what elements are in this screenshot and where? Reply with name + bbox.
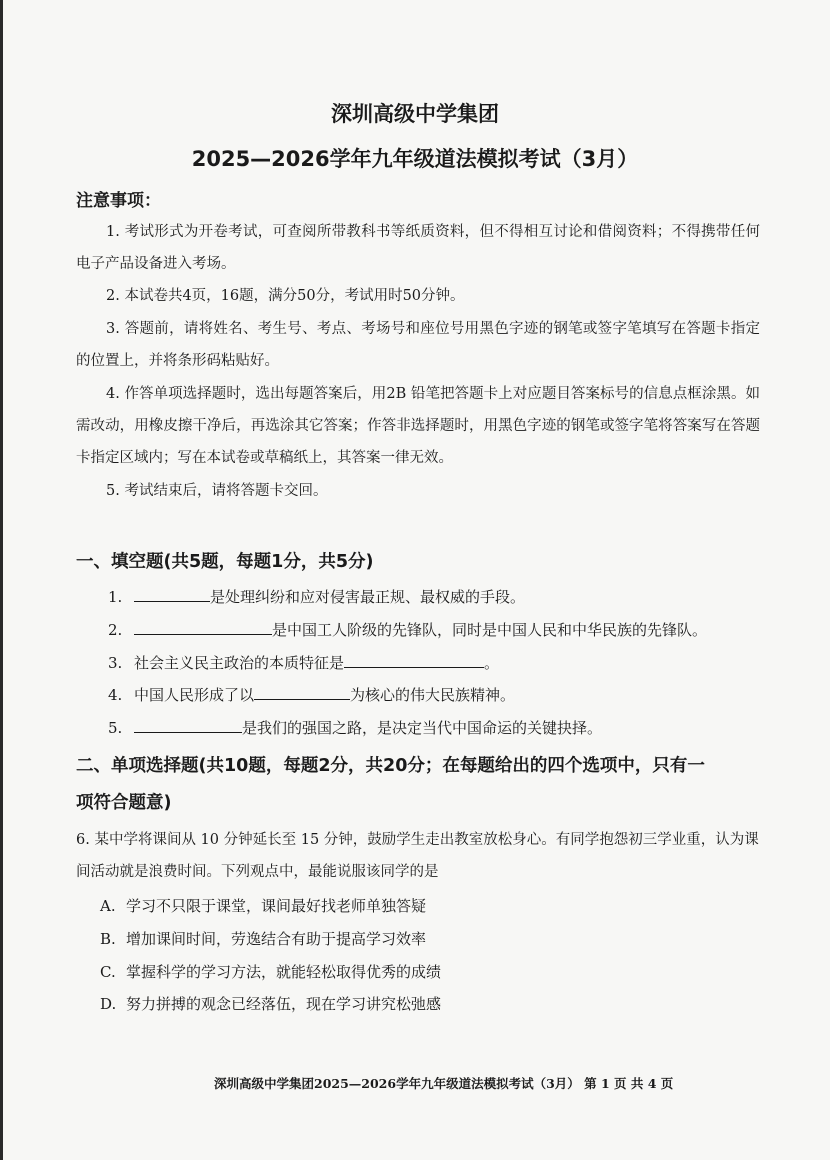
section2-heading-line2: 项符合题意) [76,793,172,813]
question-text-pre: 社会主义民主政治的本质特征是 [134,654,345,672]
question-text-post: 为核心的伟大民族精神。 [350,686,516,704]
answer-blank[interactable] [344,653,484,668]
answer-blank[interactable] [134,587,210,602]
notice-heading: 注意事项： [76,191,161,211]
question-number: 4. [108,686,123,704]
notice-item-1 [76,216,760,280]
notice-item-5 [76,475,760,507]
fill-question-4 [108,684,515,705]
question-number: 2. [108,621,123,639]
question-number: 1. [108,588,123,606]
exam-title: 2025—2026学年九年级道法模拟考试（3月） [191,147,639,171]
question-text-post: 是我们的强国之路，是决定当代中国命运的关键抉择。 [242,719,603,737]
option-text: 学习不只限于课堂，课间最好找老师单独答疑 [126,897,427,915]
notice-text: 5. 考试结束后，请将答题卡交回。 [106,483,328,499]
option-label: A. [100,897,116,915]
notice-text: 4. 作答单项选择题时，选出每题答案后，用2B 铅笔把答题卡上对应题目答案标号的信息点框涂黑。如需改动，用橡皮擦干净后，再选涂其它答案；作答非选择题时，用黑色字迹的钢笔或签字笔将答案写在答题卡指定区域内；写在本试卷或草稿纸上，其答案一律无效。 [76,386,760,466]
option-b[interactable] [100,928,426,949]
option-label: D. [100,995,117,1013]
notice-item-3 [76,313,760,377]
school-title: 深圳高级中学集团 [331,102,499,126]
page-left-edge [0,0,3,1160]
question-text-pre: 中国人民形成了以 [134,686,255,704]
answer-blank[interactable] [254,685,350,700]
notice-item-4 [76,378,760,474]
fill-question-2 [108,619,707,640]
question-number: 5. [108,719,123,737]
option-c[interactable] [100,961,441,982]
section1-heading: 一、填空题(共5题，每题1分，共5分) [76,552,374,572]
fill-question-3 [108,652,499,673]
question-text-post: 是处理纠纷和应对侵害最正规、最权威的手段。 [210,588,526,606]
section2-heading-line1: 二、单项选择题(共10题，每题2分，共20分；在每题给出的四个选项中，只有一 [76,756,705,776]
notice-text: 1. 考试形式为开卷考试，可查阅所带教科书等纸质资料，但不得相互讨论和借阅资料；不得携带任何电子产品设备进入考场。 [76,224,760,272]
fill-question-1 [108,586,525,607]
answer-blank[interactable] [134,718,242,733]
question-text-post: 是中国工人阶级的先锋队，同时是中国人民和中华民族的先锋队。 [272,621,708,639]
option-text: 努力拼搏的观念已经落伍，现在学习讲究松弛感 [126,995,442,1013]
notice-text: 3. 答题前，请将姓名、考生号、考点、考场号和座位号用黑色字迹的钢笔或签字笔填写在答题卡指定的位置上，并将条形码粘贴好。 [76,321,760,369]
option-label: B. [100,930,116,948]
option-a[interactable] [100,895,426,916]
answer-blank[interactable] [134,620,272,635]
fill-question-5 [108,717,602,738]
option-d[interactable] [100,993,441,1014]
option-label: C. [100,963,116,981]
question-6-stem: 6. 某中学将课间从 10 分钟延长至 15 分钟，鼓励学生走出教室放松身心。有同学抱怨初三学业重，认为课间活动就是浪费时间。下列观点中，最能说服该同学的是 [76,832,759,880]
option-text: 掌握科学的学习方法，就能轻松取得优秀的成绩 [126,963,442,981]
question-number: 3. [108,654,123,672]
page-footer: 深圳高级中学集团2025—2026学年九年级道法模拟考试（3月） 第 1 页 共 4 页 [214,1076,674,1091]
notice-item-2 [76,280,760,312]
question-text-post: 。 [484,654,500,672]
notice-text: 2. 本试卷共4页，16题，满分50分，考试用时50分钟。 [106,288,465,304]
option-text: 增加课间时间，劳逸结合有助于提高学习效率 [126,930,427,948]
